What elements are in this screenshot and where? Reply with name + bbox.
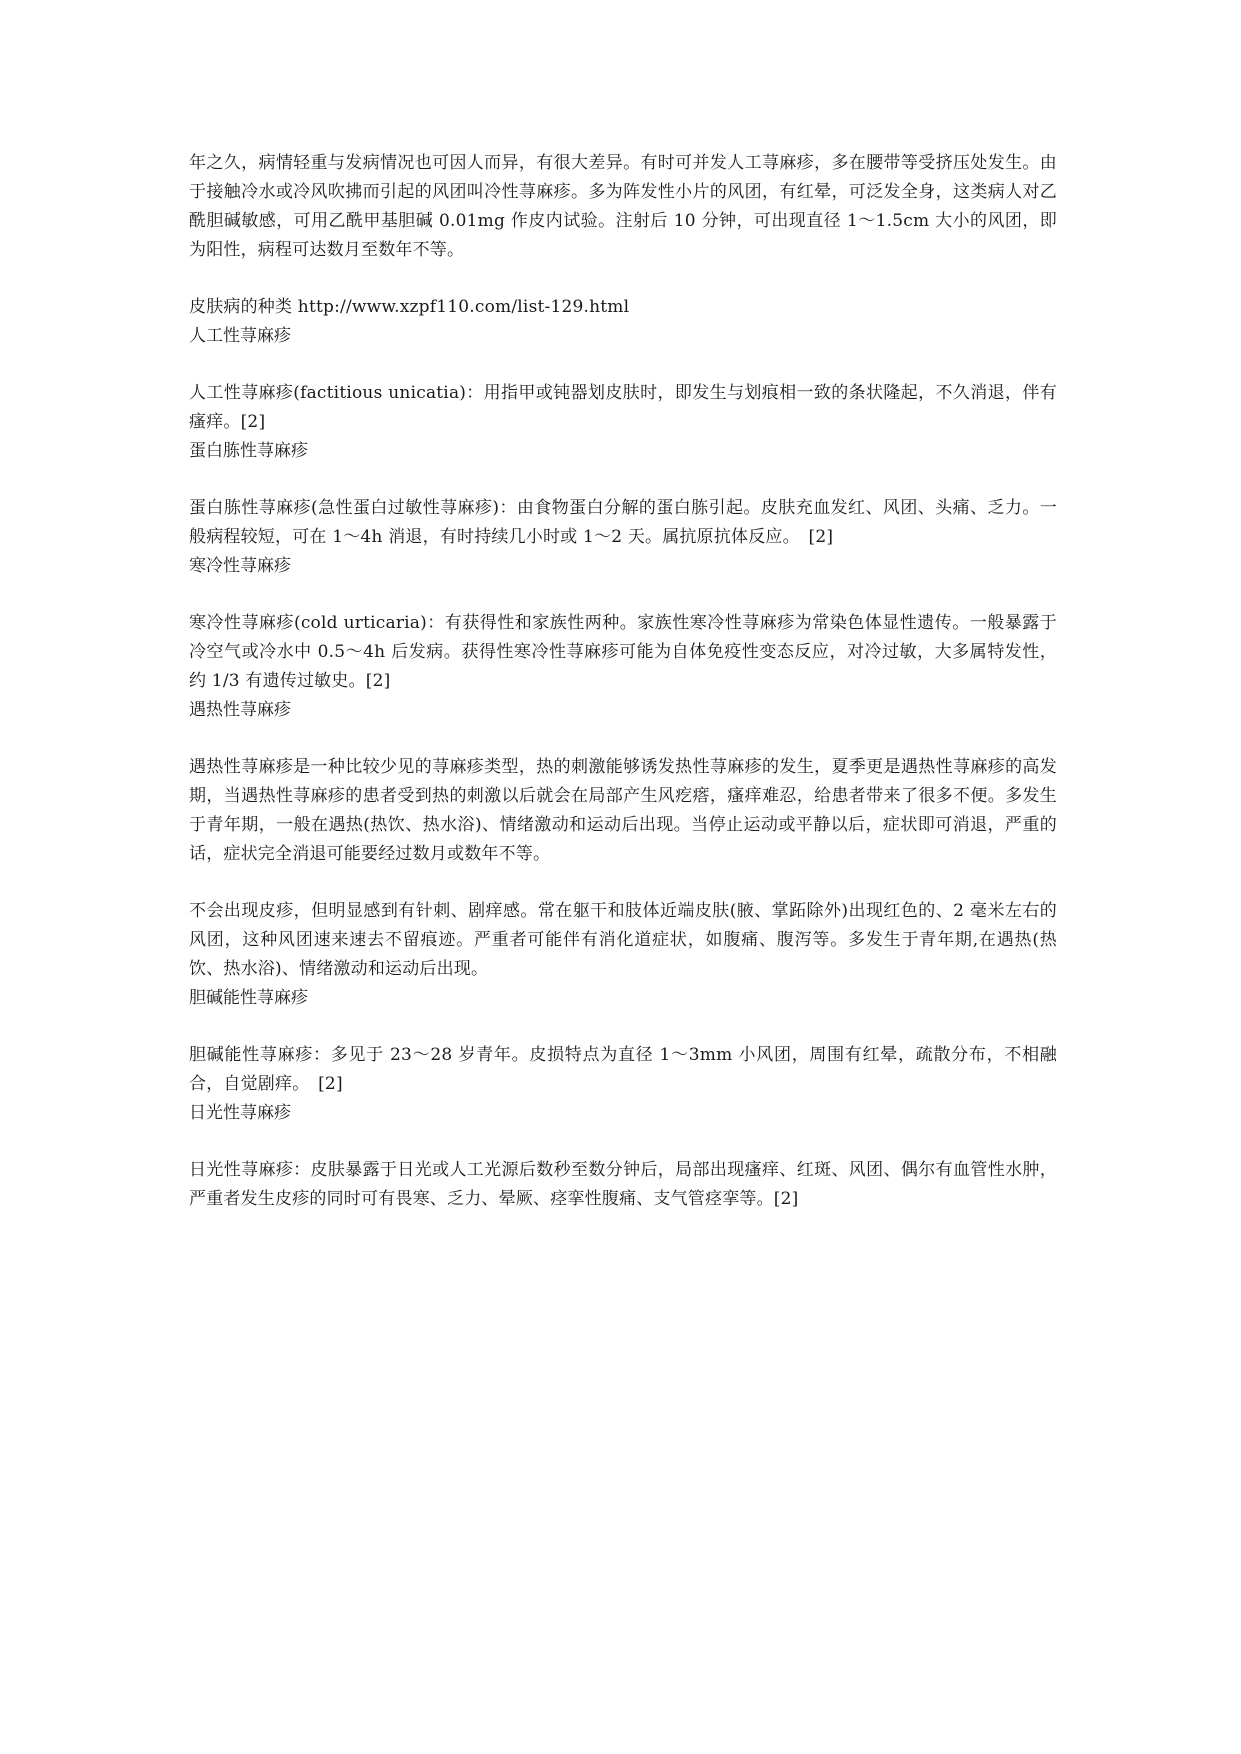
artificial-paragraph: 人工性荨麻疹(factitious unicatia)：用指甲或钝器划皮肤时，即发生与划痕相一致的条状隆起，不久消退，伴有瘙痒。[2]	[189, 383, 1057, 432]
intro-paragraph: 年之久，病情轻重与发病情况也可因人而异，有很大差异。有时可并发人工荨麻疹，多在腰带等受挤压处发生。由于接触冷水或冷风吹拂而引起的风团叫冷性荨麻疹。多为阵发性小片的风团，有红晕，可泛发全身，这类病人对乙酰胆碱敏感，可用乙酰甲基胆碱 0.01mg 作皮内试验。注射后 10 分钟，可出现直径 1～1.5cm 大小的风团，即为阳性，病程可达数月至数年不等。	[189, 153, 1057, 260]
heat-paragraph: 遇热性荨麻疹是一种比较少见的荨麻疹类型，热的刺激能够诱发热性荨麻疹的发生，夏季更是遇热性荨麻疹的高发期，当遇热性荨麻疹的患者受到热的刺激以后就会在局部产生风疙瘩，瘙痒难忍，给患者带来了很多不便。多发生于青年期，一般在遇热(热饮、热水浴)、情绪激动和运动后出现。当停止运动或平静以后，症状即可消退，严重的话，症状完全消退可能要经过数月或数年不等。	[189, 757, 1057, 864]
section-heading-cold: 寒冷性荨麻疹	[189, 556, 291, 576]
section-heading-solar: 日光性荨麻疹	[189, 1103, 291, 1123]
peptone-paragraph: 蛋白胨性荨麻疹(急性蛋白过敏性荨麻疹)：由食物蛋白分解的蛋白胨引起。皮肤充血发红、风团、头痛、乏力。一般病程较短，可在 1～4h 消退，有时持续几小时或 1～2 天。属抗原抗体反应。 [2]	[189, 498, 1057, 547]
section-heading-cholinergic: 胆碱能性荨麻疹	[189, 988, 308, 1008]
cold-paragraph: 寒冷性荨麻疹(cold urticaria)：有获得性和家族性两种。家族性寒冷性荨麻疹为常染色体显性遗传。一般暴露于冷空气或冷水中 0.5～4h 后发病。获得性寒冷性荨麻疹可能为自体免疫性变态反应，对冷过敏，大多属特发性，约 1/3 有遗传过敏史。[2]	[189, 613, 1057, 691]
document-page	[189, 149, 1057, 1214]
section-heading-peptone: 蛋白胨性荨麻疹	[189, 441, 308, 461]
solar-paragraph: 日光性荨麻疹：皮肤暴露于日光或人工光源后数秒至数分钟后，局部出现瘙痒、红斑、风团、偶尔有血管性水肿，严重者发生皮疹的同时可有畏寒、乏力、晕厥、痉挛性腹痛、支气管痉挛等。[2]	[189, 1160, 1057, 1209]
heat-paragraph-2: 不会出现皮疹，但明显感到有针刺、剧痒感。常在躯干和肢体近端皮肤(腋、掌跖除外)出现红色的、2 毫米左右的风团，这种风团速来速去不留痕迹。严重者可能伴有消化道症状，如腹痛、腹泻等。多发生于青年期,在遇热(热饮、热水浴)、情绪激动和运动后出现。	[189, 901, 1057, 979]
cholinergic-paragraph: 胆碱能性荨麻疹：多见于 23～28 岁青年。皮损特点为直径 1～3mm 小风团，周围有红晕，疏散分布，不相融合，自觉剧痒。 [2]	[189, 1045, 1057, 1094]
link-line: 皮肤病的种类 http://www.xzpf110.com/list-129.html	[189, 297, 630, 317]
section-heading-artificial: 人工性荨麻疹	[189, 326, 291, 346]
section-heading-heat: 遇热性荨麻疹	[189, 700, 291, 720]
